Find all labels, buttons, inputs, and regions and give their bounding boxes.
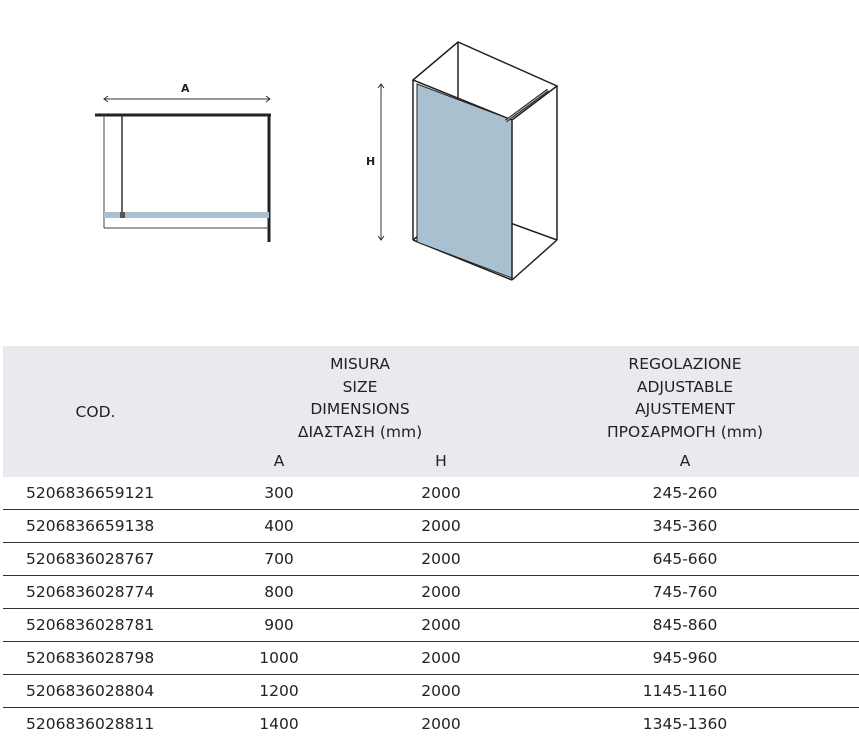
- header-sub-a: A: [273, 452, 285, 470]
- cell-code: 5206836028804: [26, 682, 155, 700]
- header-size-line-3: DIMENSIONS: [310, 400, 410, 418]
- cell-code: 5206836659138: [26, 517, 155, 535]
- cell-adjustable: 1345-1360: [642, 715, 728, 733]
- header-sub-reg-a: A: [679, 452, 691, 470]
- cell-code: 5206836659121: [26, 484, 155, 502]
- header-adjustable-line-3: AJUSTEMENT: [635, 400, 735, 418]
- header-cod: COD.: [75, 403, 116, 421]
- table-row: [3, 675, 859, 708]
- cell-h: 2000: [421, 682, 461, 700]
- cell-adjustable: 645-660: [652, 550, 718, 568]
- cell-adjustable: 745-760: [652, 583, 718, 601]
- cell-adjustable: 945-960: [652, 649, 718, 667]
- header-size-line-2: SIZE: [342, 377, 378, 396]
- plan-dimension-a-label: A: [181, 82, 190, 95]
- header-size-line-4: ΔΙΑΣΤΑΣΗ (mm): [297, 422, 423, 441]
- header-adjustable-line-1: REGOLAZIONE: [628, 355, 742, 373]
- table-row: [3, 477, 859, 510]
- cell-h: 2000: [421, 550, 461, 568]
- header-size: [260, 353, 460, 443]
- cell-code: 5206836028767: [26, 550, 155, 568]
- header-adjustable-line-2: ADJUSTABLE: [636, 377, 734, 396]
- header-sub-h: H: [435, 452, 447, 470]
- cell-code: 5206836028811: [26, 715, 155, 733]
- cell-code: 5206836028798: [26, 649, 155, 667]
- product-diagram: [0, 0, 859, 300]
- cell-code: 5206836028774: [26, 583, 155, 601]
- table-row: [3, 510, 859, 543]
- cell-h: 2000: [421, 616, 461, 634]
- cell-adjustable: 245-260: [652, 484, 718, 502]
- header-size-line-1: MISURA: [330, 355, 390, 373]
- cell-h: 2000: [421, 715, 461, 733]
- table-row: [3, 609, 859, 642]
- cell-adjustable: 1145-1160: [642, 682, 728, 700]
- elevation-view: [366, 42, 557, 280]
- cell-adjustable: 845-860: [652, 616, 718, 634]
- cell-h: 2000: [421, 649, 461, 667]
- cell-adjustable: 345-360: [652, 517, 718, 535]
- cell-a: 1400: [259, 715, 299, 733]
- table-row: [3, 708, 859, 740]
- table-row: [3, 642, 859, 675]
- table-row: [3, 576, 859, 609]
- cell-a: 400: [264, 517, 294, 535]
- plan-view: [95, 82, 271, 242]
- cell-a: 1000: [259, 649, 299, 667]
- table-row: [3, 543, 859, 576]
- header-adjustable-line-4: ΠΡΟΣΑΡΜΟΓΗ (mm): [606, 422, 764, 441]
- table-body: [3, 477, 859, 740]
- cell-a: 900: [264, 616, 294, 634]
- cell-code: 5206836028781: [26, 616, 155, 634]
- cell-a: 1200: [259, 682, 299, 700]
- cell-h: 2000: [421, 517, 461, 535]
- cell-a: 300: [264, 484, 294, 502]
- cell-a: 700: [264, 550, 294, 568]
- cell-h: 2000: [421, 484, 461, 502]
- cell-h: 2000: [421, 583, 461, 601]
- header-adjustable: [565, 353, 805, 443]
- table-header: [3, 346, 859, 477]
- product-table: [3, 346, 859, 740]
- elevation-dimension-h-label: H: [366, 155, 376, 168]
- cell-a: 800: [264, 583, 294, 601]
